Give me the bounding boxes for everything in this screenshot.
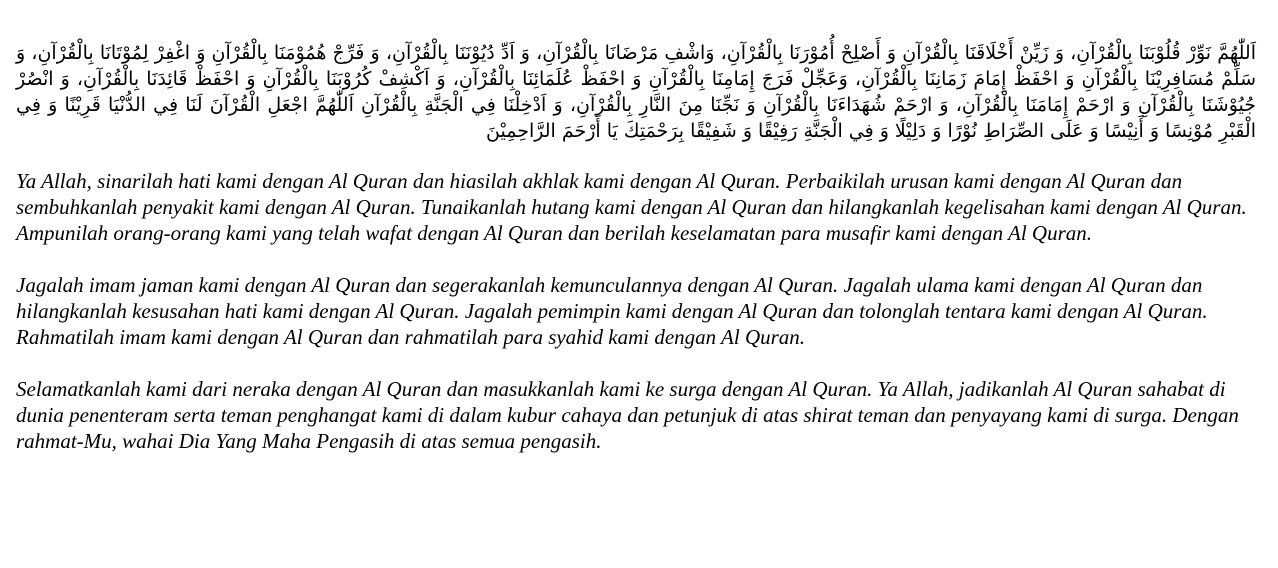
translation-paragraph-3: Selamatkanlah kami dari neraka dengan Al Quran dan masukkanlah kami ke surga dengan Al Quran. Ya Allah, jadikanlah Al Quran sahabat di dunia penenteram serta teman penghangat kami di dalam kubur cahaya dan petunjuk di atas shirat teman dan penyayang kami di surga. Dengan rahmat-Mu, wahai Dia Yang Maha Pengasih di atas semua pengasih.	[16, 377, 1239, 453]
translation-paragraph-2: Jagalah imam jaman kami dengan Al Quran dan segerakanlah kemunculannya dengan Al Quran. Jagalah ulama kami dengan Al Quran dan hilangkanlah kesusahan hati kami dengan Al Quran. Jagalah pemimpin kami dengan Al Quran dan tolonglah tentara kami dengan Al Quran. Rahmatilah imam kami dengan Al Quran dan rahmatilah para syahid kami dengan Al Quran.	[16, 273, 1208, 349]
translation-paragraph-1: Ya Allah, sinarilah hati kami dengan Al Quran dan hiasilah akhlak kami dengan Al Quran. Perbaikilah urusan kami dengan Al Quran dan sembuhkanlah penyakit kami dengan Al Quran. Tunaikanlah hutang kami dengan Al Quran dan hilangkanlah kegelisahan kami dengan Al Quran. Ampunilah orang-orang kami yang telah wafat dengan Al Quran dan berilah keselamatan para musafir kami dengan Al Quran.	[16, 169, 1247, 245]
arabic-prayer-text: اَللّٰهُمَّ نَوِّرْ قُلُوْبَنَا بِالْقُرْآنِ، وَ زَيِّنْ أَخْلَاقَنَا بِالْقُرْآنِ وَ أَصْلِحْ أُمُوْرَنَا بِالْقُرْآنِ، وَاشْفِ مَرْضَانَا بِالْقُرْآنِ، وَ اَدِّ دُيُوْنَنَا بِالْقُرْآنِ، وَ فَرِّجْ هُمُوْمَنَا بِالْقُرْآنِ وَ اغْفِرْ لِمُوْتَانَا بِالْقُرْآنِ، وَ سَلِّمْ مُسَافِرِيْنَا بِالْقُرْآنِ وَ احْفَظْ إِمَامَ زَمَانِنَا بِالْقُرْآنِ، وَعَجِّلْ فَرَجَ إِمَامِنَا بِالْقُرْآنِ وَ احْفَظْ عُلَمَائِنَا بِالْقُرْآنِ، وَ اَكْشِفْ كُرُوْبَنَا بِالْقُرْآنِ وَ احْفَظْ قَائِدَنَا بِالْقُرْآنِ، وَ انْصُرْ جُيُوْشَنَا بِالْقُرْآنِ وَ ارْحَمْ إِمَامَنَا بِالْقُرْآنِ، وَ ارْحَمْ شُهَدَاءَنَا بِالْقُرْآنِ وَ نَجِّنَا مِنَ النَّارِ بِالْقُرْآنِ، وَ اَدْخِلْنَا فِي الْجَنَّةِ بِالْقُرْآنِ اَللّٰهُمَّ اجْعَلِ الْقُرْآنَ لَنَا فِي الدُّنْيَا قَرِيْنًا وَ فِي الْقَبْرِ مُوْنِسًا وَ أَنِيْسًا وَ عَلَى الصِّرَاطِ نُوْرًا وَ دَلِيْلًا وَ فِي الْجَنَّةِ رَفِيْقًا وَ شَفِيْقًا بِرَحْمَتِكَ يَا أَرْحَمَ الرَّاحِمِيْنَ	[16, 42, 1256, 142]
